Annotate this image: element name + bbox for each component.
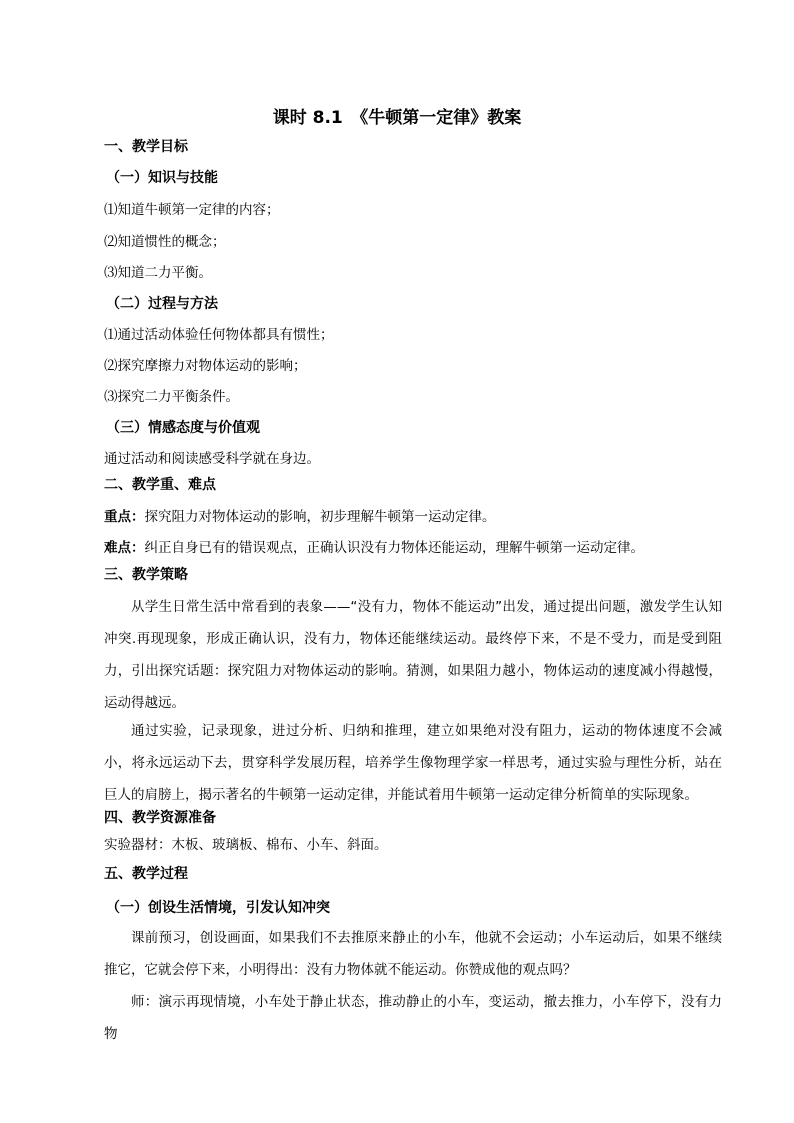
process-paragraph-2: 师：演示再现情境，小车处于静止状态，推动静止的小车，变运动，撤去推力，小车停下，没有力物	[104, 994, 722, 1042]
list-item: ⑶探究二力平衡条件。	[104, 389, 239, 405]
subheading-process-methods: （二）过程与方法	[106, 296, 218, 312]
body-text: 通过活动和阅读感受科学就在身边。	[104, 451, 320, 467]
list-item: ⑴通过活动体验任何物体都具有惯性；	[104, 327, 334, 343]
subheading-life-situation: （一）创设生活情境，引发认知冲突	[106, 900, 330, 916]
process-paragraph-1: 课前预习，创设画面，如果我们不去推原来静止的小车，他就不会运动；小车运动后，如果不继续推它，它就会停下来，小明得出：没有力物体就不能运动。你赞成他的观点吗？	[104, 930, 722, 978]
difficulty-line	[104, 538, 644, 558]
key-point-label: 重点：	[104, 509, 145, 525]
resources-text: 实验器材：木板、玻璃板、棉布、小车、斜面。	[104, 837, 388, 853]
strategy-paragraph-2: 通过实验，记录现象，进过分析、归纳和推理，建立如果绝对没有阻力，运动的物体速度不会减小，将永远运动下去，贯穿科学发展历程，培养学生像物理学家一样思考，通过实验与理性分析，站在巨人的肩膀上，揭示著名的牛顿第一运动定律，并能试着用牛顿第一运动定律分析简单的实际现象。	[104, 723, 722, 803]
key-point-text: 探究阻力对物体运动的影响，初步理解牛顿第一运动定律。	[144, 509, 496, 525]
difficulty-text: 纠正自身已有的错误观点，正确认识没有力物体还能运动，理解牛顿第一运动定律。	[144, 540, 644, 556]
subheading-knowledge-skills: （一）知识与技能	[106, 170, 218, 186]
difficulty-label: 难点：	[104, 540, 145, 556]
key-point-line	[104, 507, 496, 527]
section-heading-process: 五、教学过程	[104, 866, 188, 882]
list-item: ⑵知道惯性的概念；	[104, 234, 226, 250]
page-title: 课时 8.1 《牛顿第一定律》教案	[272, 108, 522, 128]
subheading-attitudes-values: （三）情感态度与价值观	[106, 420, 260, 436]
section-heading-strategy: 三、教学策略	[104, 567, 188, 583]
section-heading-key-points: 二、教学重、难点	[104, 477, 216, 493]
strategy-paragraph-1: 从学生日常生活中常看到的表象——“没有力，物体不能运动”出发，通过提出问题，激发学生认知冲突.再现现象，形成正确认识，没有力，物体还能继续运动。最终停下来，不是不受力，而是受到阻力，引出探究话题：探究阻力对物体运动的影响。猜测，如果阻力越小，物体运动的速度减小得越慢，运动得越远。	[104, 599, 722, 711]
section-heading-resources: 四、教学资源准备	[104, 810, 216, 826]
list-item: ⑶知道二力平衡。	[104, 265, 212, 281]
section-heading-objectives: 一、教学目标	[104, 139, 188, 155]
list-item: ⑴知道牛顿第一定律的内容；	[104, 202, 280, 218]
list-item: ⑵探究摩擦力对物体运动的影响；	[104, 358, 307, 374]
